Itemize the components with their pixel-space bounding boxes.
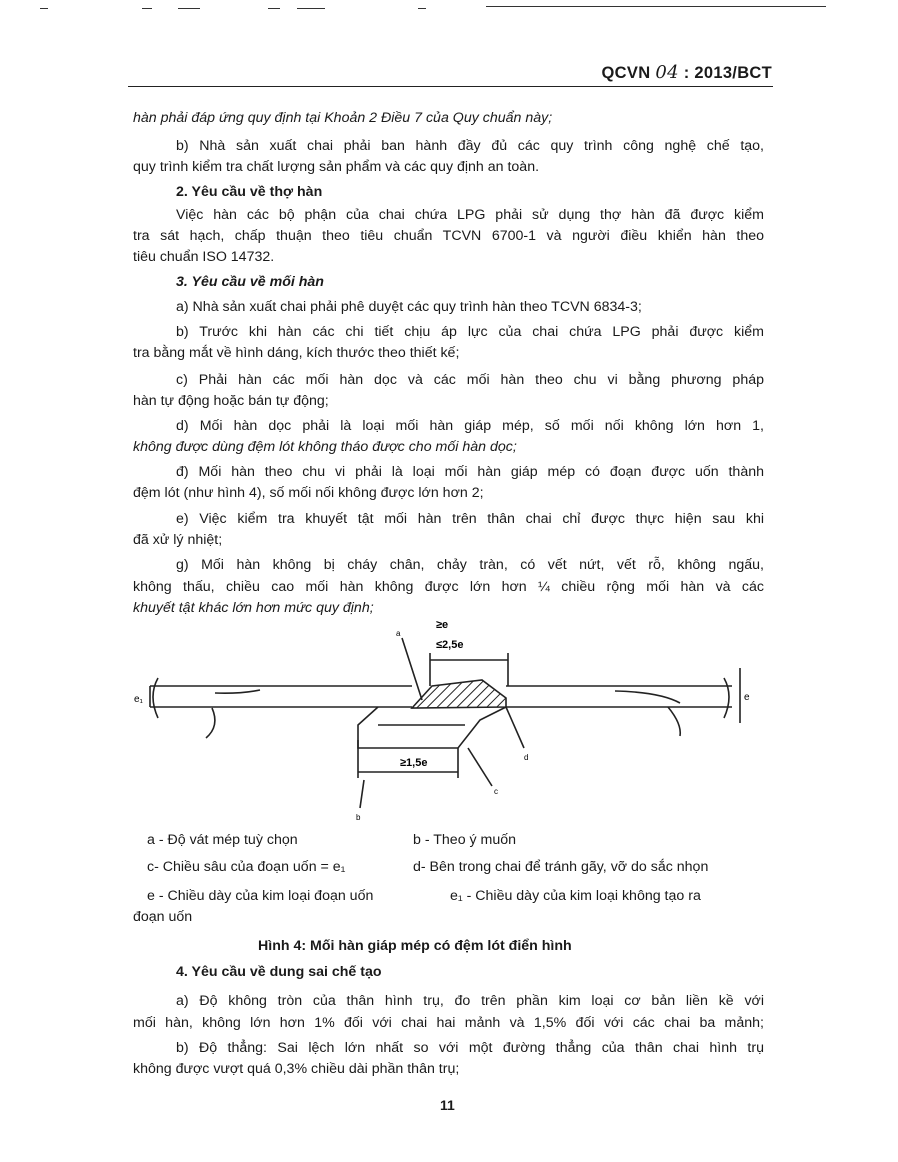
body-line: không được vượt quá 0,3% chiều dài phần thân trụ;: [133, 1061, 460, 1077]
body-line: đã xử lý nhiệt;: [133, 532, 223, 548]
mark-d-label: d: [524, 753, 529, 762]
figure-caption: Hình 4: Mối hàn giáp mép có đệm lót điển hình: [258, 938, 572, 954]
body-line: đệm lót (như hình 4), số mối nối không được lớn hơn 2;: [133, 485, 484, 501]
body-line: b) Trước khi hàn các chi tiết chịu áp lực của chai chứa LPG phải được kiểm: [176, 324, 764, 340]
section-heading: 3. Yêu cầu về mối hàn: [176, 274, 324, 290]
legend-b: b - Theo ý muốn: [413, 832, 517, 848]
body-line: tiêu chuẩn ISO 14732.: [133, 249, 275, 265]
scan-mark: [40, 8, 48, 9]
leader-c: [468, 748, 492, 786]
handwritten-number: 04: [655, 62, 679, 83]
legend-d: d- Bên trong chai để tránh gãy, vỡ do sắc nhọn: [413, 859, 709, 875]
leader-a: [402, 638, 422, 700]
right-curve-mark: [615, 691, 680, 703]
body-line: e) Việc kiểm tra khuyết tật mối hàn trên thân chai chỉ được thực hiện sau khi: [176, 511, 764, 527]
body-line: mối hàn, không lớn hơn 1% đối với chai hai mảnh và 1,5% đối với các chai ba mảnh;: [133, 1015, 764, 1031]
body-line: a) Độ không tròn của thân hình trụ, đo trên phần kim loại cơ bản liền kề với: [176, 993, 764, 1009]
body-line: khuyết tật khác lớn hơn mức quy định;: [133, 600, 374, 616]
dim-label-e1: e₁: [134, 694, 143, 705]
left-curve-mark-2: [206, 708, 215, 738]
right-curve-mark-2: [668, 707, 680, 736]
header-prefix: QCVN: [601, 64, 651, 82]
left-break-line: [153, 678, 158, 718]
body-line: b) Nhà sản xuất chai phải ban hành đầy đủ các quy trình công nghệ chế tạo,: [176, 138, 764, 154]
body-line: c) Phải hàn các mối hàn dọc và các mối hàn theo chu vi bằng phương pháp: [176, 372, 764, 388]
left-curve-mark: [215, 690, 260, 693]
scan-mark: [297, 8, 325, 9]
body-line: tra bằng mắt về hình dáng, kích thước theo thiết kế;: [133, 345, 460, 361]
weld-bead: [412, 680, 506, 708]
scan-mark: [486, 6, 826, 7]
body-line: hàn tự động hoặc bán tự động;: [133, 393, 329, 409]
legend-e-continued: đoạn uốn: [133, 909, 193, 925]
leader-b: [360, 780, 364, 808]
body-line: không thấu, chiều cao mối hàn không được lớn hơn ¼ chiều rộng mối hàn và các: [133, 579, 764, 595]
legend-c: c- Chiều sâu của đoạn uốn = e₁: [147, 859, 346, 875]
body-line: b) Độ thẳng: Sai lệch lớn nhất so với một đường thẳng của thân chai hình trụ: [176, 1040, 764, 1056]
dim-label-2-5e: ≤2,5e: [436, 639, 464, 651]
mark-b-label: b: [356, 813, 361, 822]
backing-strip: [358, 707, 506, 748]
mark-c-label: c: [494, 787, 498, 796]
body-line: a) Nhà sản xuất chai phải phê duyệt các quy trình hàn theo TCVN 6834-3;: [176, 299, 642, 315]
dim-label-e: ≥e: [436, 619, 449, 631]
document-header: [602, 62, 772, 83]
dim-label-e-right: e: [744, 692, 750, 703]
scan-mark: [142, 8, 152, 9]
legend-e: e - Chiều dày của kim loại đoạn uốn: [147, 888, 374, 904]
weld-diagram: [120, 608, 760, 828]
scan-mark: [178, 8, 200, 9]
leader-d: [506, 707, 524, 748]
legend-a: a - Độ vát mép tuỳ chọn: [147, 832, 298, 848]
body-line: tra sát hạch, chấp thuận theo tiêu chuẩn TCVN 6700-1 và người điều khiển hàn theo: [133, 228, 764, 244]
section-heading: 2. Yêu cầu về thợ hàn: [176, 184, 323, 200]
body-line: g) Mối hàn không bị cháy chân, chảy tràn, có vết nứt, vết rỗ, không ngấu,: [176, 557, 764, 573]
page-number: 11: [440, 1097, 455, 1113]
body-line: đ) Mối hàn theo chu vi phải là loại mối hàn giáp mép có đoạn được uốn thành: [176, 464, 764, 480]
legend-e1: e₁ - Chiều dày của kim loại không tạo ra: [450, 888, 701, 904]
mark-a-label: a: [396, 629, 401, 638]
header-rule: [128, 86, 773, 87]
section-heading: 4. Yêu cầu về dung sai chế tạo: [176, 964, 382, 980]
dim-label-1-5e: ≥1,5e: [400, 757, 428, 769]
body-line: hàn phải đáp ứng quy định tại Khoản 2 Điều 7 của Quy chuẩn này;: [133, 110, 553, 126]
scan-mark: [268, 8, 280, 9]
body-line: Việc hàn các bộ phận của chai chứa LPG phải sử dụng thợ hàn đã được kiểm: [176, 207, 764, 223]
body-line: d) Mối hàn dọc phải là loại mối hàn giáp mép, số mối nối không lớn hơn 1,: [176, 418, 764, 434]
right-break-line: [724, 678, 729, 718]
body-line: quy trình kiểm tra chất lượng sản phẩm và các quy định an toàn.: [133, 159, 540, 175]
header-suffix: : 2013/BCT: [683, 64, 772, 82]
scan-mark: [418, 8, 426, 9]
body-line: không được dùng đệm lót không tháo được cho mối hàn dọc;: [133, 439, 517, 455]
